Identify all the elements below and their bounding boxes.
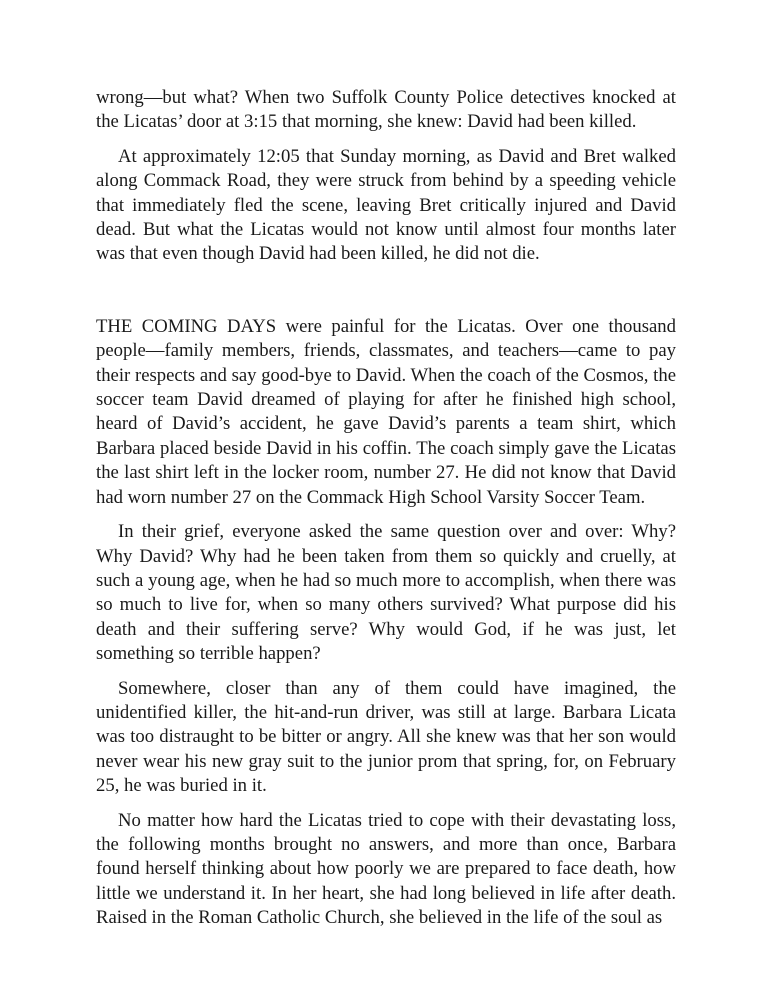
paragraph-accident: At approximately 12:05 that Sunday morning, as David and Bret walked along Commack Road, they were struck from behind by a speeding vehicle that immediately fled the scene, leaving Bret critically injured and David dead. But what the Licatas would not know until almost four months later was that even though David had been killed, he did not die. [96, 145, 676, 265]
paragraph-coming-days: THE COMING DAYS were painful for the Licatas. Over one thousand people—family members, friends, classmates, and teachers—came to pay their respects and say good-bye to David. When the coach of the Cosmos, the soccer team David dreamed of playing for after he finished high school, heard of David’s accident, he gave David’s parents a team shirt, which Barbara placed beside David in his coffin. The coach simply gave the Licatas the last shirt left in the locker room, number 27. He did not know that David had worn number 27 on the Commack High School Varsity Soccer Team. [96, 315, 676, 508]
paragraph-following-months: No matter how hard the Licatas tried to cope with their devastating loss, the following months brought no answers, and more than once, Barbara found herself thinking about how poorly we are prepared to face death, how little we understand it. In her heart, she had long believed in life after death. Raised in the Roman Catholic Church, she believed in the life of the soul as [96, 809, 676, 929]
book-page [96, 86, 676, 941]
paragraph-grief: In their grief, everyone asked the same question over and over: Why? Why David? Why had he been taken from them so quickly and cruelly, at such a young age, when he had so much more to accomplish, when there was so much to live for, when so many others survived? What purpose did his death and their suffering serve? Why would God, if he was just, let something so terrible happen? [96, 521, 676, 665]
section-break [96, 277, 676, 315]
paragraph-continuation: wrong—but what? When two Suffolk County Police detectives knocked at the Licatas’ door at 3:15 that morning, she knew: David had been killed. [96, 87, 676, 133]
paragraph-killer: Somewhere, closer than any of them could have imagined, the unidentified killer, the hit-and-run driver, was still at large. Barbara Licata was too distraught to be bitter or angry. All she knew was that her son would never wear his new gray suit to the junior prom that spring, for, on February 25, he was buried in it. [96, 677, 676, 797]
